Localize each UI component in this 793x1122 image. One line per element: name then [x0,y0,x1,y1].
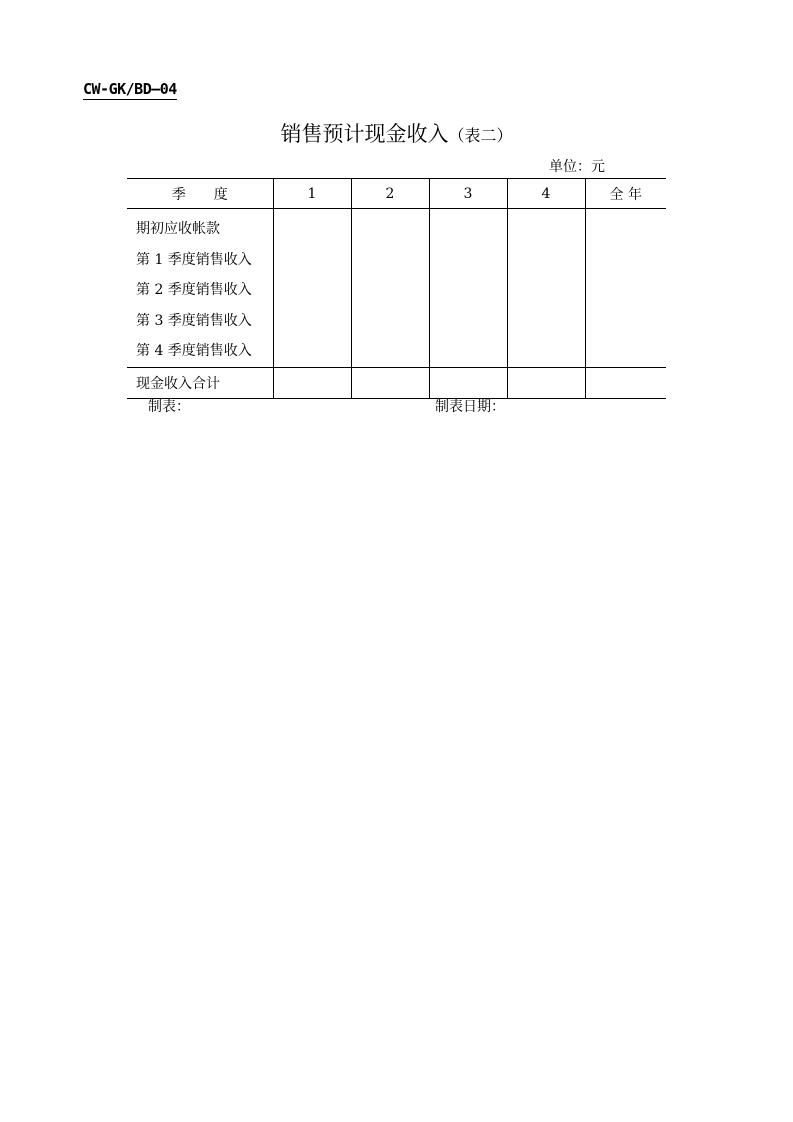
sales-cash-table [127,178,666,399]
cell-q4[interactable] [507,209,585,368]
prepared-by-label: 制表： [148,399,190,415]
prepared-date-label: 制表日期： [435,399,505,415]
cell-q1[interactable] [273,209,351,368]
header-row [127,179,666,209]
header-q1: 1 [273,179,351,209]
body-row [127,209,666,368]
total-q4[interactable] [507,368,585,399]
header-season: 季 度 [127,179,273,209]
row-labels [127,209,273,368]
total-q2[interactable] [351,368,429,399]
cell-full-year[interactable] [585,209,666,368]
row-label-q4-sales: 第 4 季度销售收入 [136,343,252,360]
header-q4: 4 [507,179,585,209]
title-suffix: （表二） [448,126,513,145]
document-code: CW-GK/BD—04 [83,80,177,98]
document-title [0,120,793,150]
row-label-q2-sales: 第 2 季度销售收入 [136,282,252,299]
total-label: 现金收入合计 [127,368,273,399]
row-label-opening-receivables: 期初应收帐款 [136,221,220,237]
row-label-q3-sales: 第 3 季度销售收入 [136,312,252,329]
header-q2: 2 [351,179,429,209]
total-q3[interactable] [429,368,507,399]
total-row [127,368,666,399]
cell-q2[interactable] [351,209,429,368]
header-q3: 3 [429,179,507,209]
title-main: 销售预计现金收入 [280,122,449,146]
total-full-year[interactable] [585,368,666,399]
total-q1[interactable] [273,368,351,399]
row-label-q1-sales: 第 1 季度销售收入 [136,251,252,268]
cell-q3[interactable] [429,209,507,368]
header-full-year: 全 年 [585,179,666,209]
unit-label: 单位：元 [549,159,605,175]
